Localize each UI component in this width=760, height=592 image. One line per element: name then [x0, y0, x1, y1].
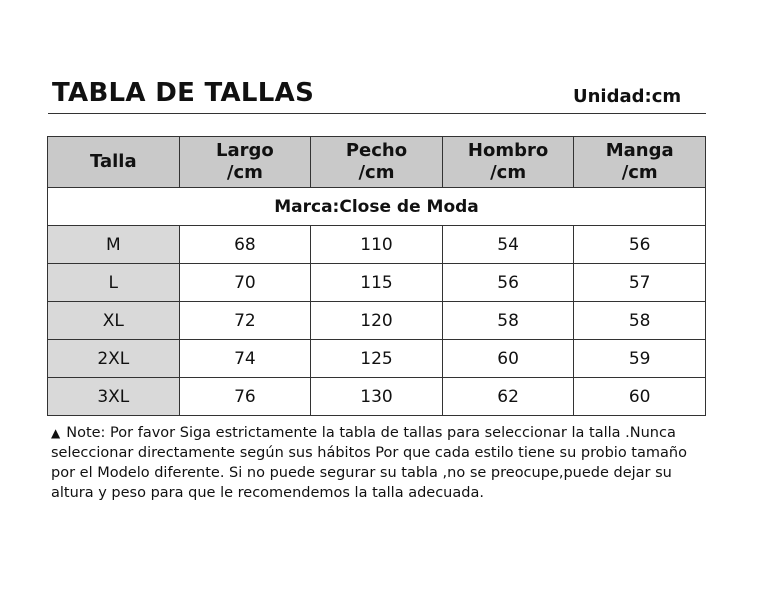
size-cell: L — [48, 264, 180, 302]
table-row — [48, 264, 706, 302]
table-row — [48, 340, 706, 378]
table-cell: 72 — [179, 302, 311, 340]
table-cell: 68 — [179, 226, 311, 264]
size-cell: 3XL — [48, 378, 180, 416]
column-header-pecho: Pecho /cm — [311, 137, 443, 188]
table-cell: 60 — [442, 340, 574, 378]
table-cell: 76 — [179, 378, 311, 416]
table-cell: 59 — [574, 340, 706, 378]
table-cell: 62 — [442, 378, 574, 416]
table-cell: 56 — [574, 226, 706, 264]
table-cell: 130 — [311, 378, 443, 416]
table-cell: 120 — [311, 302, 443, 340]
table-cell: 125 — [311, 340, 443, 378]
table-row — [48, 378, 706, 416]
size-cell: 2XL — [48, 340, 180, 378]
table-cell: 70 — [179, 264, 311, 302]
table-cell: 56 — [442, 264, 574, 302]
table-cell: 54 — [442, 226, 574, 264]
column-header-hombro: Hombro /cm — [442, 137, 574, 188]
column-header-talla: Talla — [48, 137, 180, 188]
unit-label: Unidad:cm — [573, 86, 682, 107]
title-divider — [48, 113, 706, 114]
table-cell: 110 — [311, 226, 443, 264]
page-title: TABLA DE TALLAS — [52, 78, 315, 108]
table-row — [48, 302, 706, 340]
table-cell: 58 — [574, 302, 706, 340]
brand-label: Marca:Close de Moda — [48, 188, 706, 226]
brand-row — [48, 188, 706, 226]
note-text: Note: Por favor Siga estrictamente la tabla de tallas para seleccionar la talla .Nunca seleccionar directamente según sus hábitos Por que cada estilo tiene su probio tamaño por el Modelo diferente. Si no puede segurar su tabla ,no se preocupe,puede dejar su altura y peso para que le recomendemos la talla adecuada. — [51, 425, 687, 501]
header-row — [48, 137, 706, 188]
table-row — [48, 226, 706, 264]
table-cell: 74 — [179, 340, 311, 378]
column-header-largo: Largo /cm — [179, 137, 311, 188]
table-cell: 58 — [442, 302, 574, 340]
size-note — [51, 423, 701, 503]
size-cell: XL — [48, 302, 180, 340]
column-header-manga: Manga /cm — [574, 137, 706, 188]
table-cell: 115 — [311, 264, 443, 302]
table-cell: 60 — [574, 378, 706, 416]
triangle-icon: ▲ — [51, 426, 61, 440]
size-table — [47, 136, 706, 416]
size-cell: M — [48, 226, 180, 264]
table-cell: 57 — [574, 264, 706, 302]
